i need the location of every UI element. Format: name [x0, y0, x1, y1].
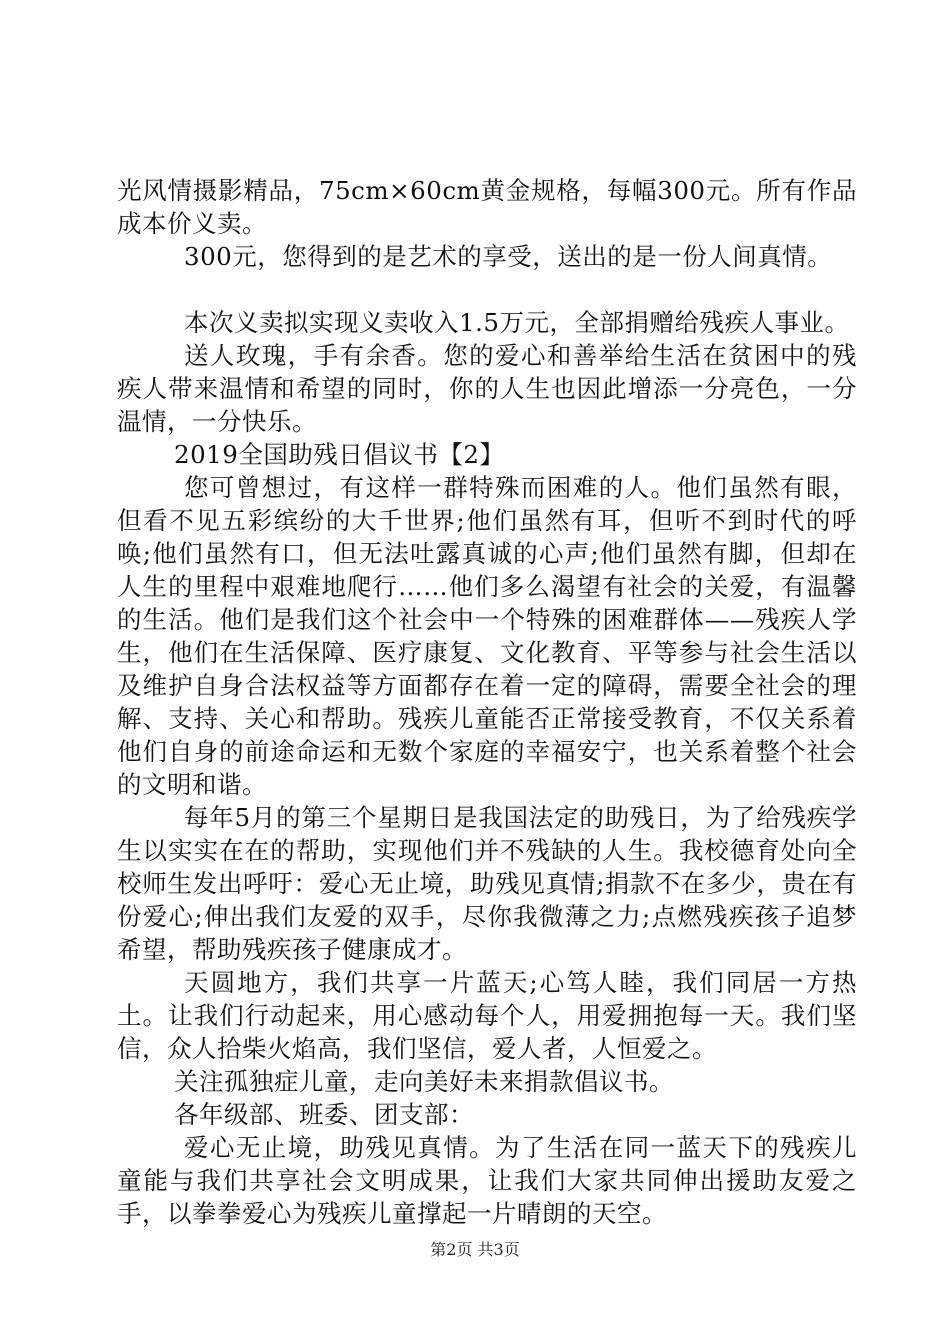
- paragraph-art-enjoyment: 300元，您得到的是艺术的享受，送出的是一份人间真情。: [184, 242, 833, 271]
- paragraph-roses: 送人玫瑰，手有余香。您的爱心和善举给生活在贫困中的残疾人带来温情和希望的同时，你的人生也因此增添一分亮色，一分温情，一分快乐。: [117, 341, 857, 436]
- paragraph-salutation: 各年级部、班委、团支部：: [174, 1100, 474, 1129]
- paragraph-help-day: 每年5月的第三个星期日是我国法定的助残日，为了给残疾学生以实实在在的帮助，实现他们并不残缺的人生。我校德育处向全校师生发出呼吁：爱心无止境，助残见真情;捐款不在多少，贵在有份爱心;伸出我们友爱的双手，尽你我微薄之力;点燃残疾孩子追梦希望，帮助残疾孩子健康成才。: [117, 803, 857, 964]
- paragraph-shared-sky: 天圆地方，我们共享一片蓝天;心笃人睦，我们同居一方热土。让我们行动起来，用心感动每个人，用爱拥抱每一天。我们坚信，众人拾柴火焰高，我们坚信，爱人者，人恒爱之。: [117, 968, 857, 1063]
- document-body: [117, 174, 857, 1230]
- paragraph-artwork-price: 光风情摄影精品，75cm×60cm黄金规格，每幅300元。所有作品成本价义卖。: [117, 176, 857, 238]
- paragraph-sale-goal: 本次义卖拟实现义卖收入1.5万元，全部捐赠给残疾人事业。: [184, 308, 850, 337]
- paragraph-special-group: 您可曾想过，有这样一群特殊而困难的人。他们虽然有眼，但看不见五彩缤纷的大千世界;他们虽然有耳，但听不到时代的呼唤;他们虽然有口，但无法吐露真诚的心声;他们虽然有脚，但却在人生的里程中艰难地爬行……他们多么渴望有社会的关爱，有温馨的生活。他们是我们这个社会中一个特殊的困难群体——残疾人学生，他们在生活保障、医疗康复、文化教育、平等参与社会生活以及维护自身合法权益等方面都存在着一定的障碍，需要全社会的理解、支持、关心和帮助。残疾儿童能否正常接受教育，不仅关系着他们自身的前途命运和无数个家庭的幸福安宁，也关系着整个社会的文明和谐。: [117, 473, 857, 799]
- section-heading: 2019全国助残日倡议书【2】: [174, 440, 505, 469]
- page-number: 第2页 共3页: [430, 1240, 520, 1259]
- paragraph-love-no-limit: 爱心无止境，助残见真情。为了生活在同一蓝天下的残疾儿童能与我们共享社会文明成果，让我们大家共同伸出援助友爱之手，以拳拳爱心为残疾儿童撑起一片晴朗的天空。: [117, 1133, 857, 1228]
- paragraph-autism-title: 关注孤独症儿童，走向美好未来捐款倡议书。: [174, 1067, 674, 1096]
